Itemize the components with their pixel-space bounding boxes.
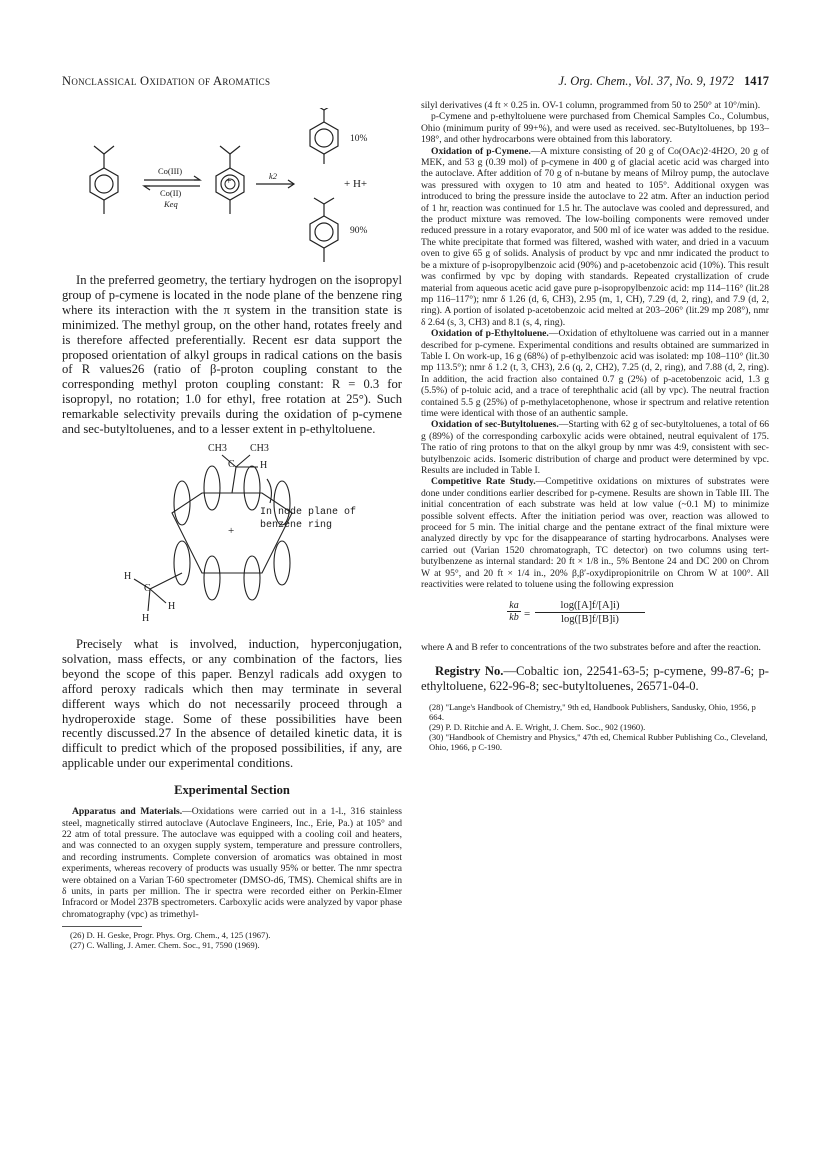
text-butyltoluenes: —Starting with 62 g of sec-butyltoluenes, a total of 66 g (89%) of the corresponding carboxylic acids were obtained, neutral equivalent of 175. The ratio of ring protons to that on the alkyl group by nmr was 4:9, consistent with sec-butylbenzoic acids. Isomeric distribution of charge and product were determined by vpc. Results are included in Table I. — [421, 419, 769, 476]
catalyst-co-iii: Co(III) — [158, 166, 183, 176]
log-denominator: log([B]f/[B]i) — [561, 614, 619, 626]
journal-citation — [558, 74, 769, 89]
percent-10: 10% — [350, 134, 368, 144]
fig-c-bottom: C — [144, 582, 151, 594]
paragraph-apparatus — [62, 806, 402, 920]
runin-butyltoluenes: Oxidation of sec-Butyltoluenes. — [431, 419, 559, 431]
k-numerator: ka — [509, 600, 519, 612]
paragraph-where: where A and B refer to concentrations of the two substrates before and after the reaction. — [421, 642, 761, 654]
reaction-scheme-drawing — [62, 108, 402, 273]
log-ratio — [535, 600, 645, 625]
footnote-29: (29) P. D. Ritchie and A. E. Wright, J. Chem. Soc., 902 (1960). — [429, 721, 646, 732]
runin-cymene: Oxidation of p-Cymene. — [431, 145, 531, 157]
footnote-27: (27) C. Walling, J. Amer. Chem. Soc., 91, 7590 (1969). — [70, 940, 260, 951]
orbital-figure-drawing — [62, 443, 402, 633]
benzene-ring-cymene — [90, 168, 118, 200]
paragraph-materials: p-Cymene and p-ethyltoluene were purchased from Chemical Samples Co., Columbus, Ohio (minimum purity of 99+%), and were used as received. sec-Butyltoluenes, bp 193–198°, and other hydrocarbons were obtained from this laboratory. — [421, 111, 769, 146]
k2-label: k2 — [269, 171, 278, 181]
running-title: Nonclassical Oxidation of Aromatics — [62, 74, 271, 88]
runin-competitive: Competitive Rate Study. — [431, 476, 536, 488]
fig-h-b: H — [168, 600, 176, 612]
right-column — [421, 100, 769, 752]
fig-h-top: H — [260, 459, 268, 471]
footnote-rule — [62, 926, 142, 927]
text-ethyltoluene: —Oxidation of ethyltoluene was carried out in a manner described for p-cymene. Experimental conditions and results obtained are summarized in Table I. On work-up, 16 g (68%) of p-ethylbenzoic acid was isolated: mp 108–110° (lit.30 mp 113.5°); nmr δ 1.2 (t, 3, CH3), 2.6 (q, 2, CH2), 7.25 (d, 2, ring), and 7.88 (d, 2, ring). In addition, the acid fraction also contained 0.7 g (2%) of p-acetobenzoic acid, 1.3 g (5.5%) of p-toluic acid, and a trace of terephthalic acid (all by vpc). The neutral fraction contained 5.5 g (25%) of p-methylacetophenone, whose ir spectrum and relative retention time were identical with those of an authentic sample. — [421, 328, 770, 419]
rate-equation — [421, 596, 769, 636]
benzene-ring-product-top — [310, 122, 338, 154]
fig-ch3-b: CH3 — [250, 442, 269, 454]
fig-ch3-a: CH3 — [208, 442, 227, 454]
footnote-26: (26) D. H. Geske, Progr. Phys. Org. Chem., 4, 125 (1967). — [70, 930, 271, 941]
paragraph-competitive-rate — [421, 476, 769, 590]
equals-sign: = — [524, 608, 531, 621]
runin-apparatus: Apparatus and Materials. — [72, 806, 183, 818]
registry-numbers — [421, 664, 769, 694]
reaction-scheme — [62, 108, 402, 273]
orbital-figure — [62, 443, 402, 633]
text-registry: —Cobaltic ion, 22541-63-5; p-cymene, 99-87-6; p-ethyltoluene, 622-96-8; sec-butyltoluenes, 26571-04-0. — [421, 663, 769, 693]
k-eq-label: Keq — [164, 199, 178, 209]
text-competitive: —Competitive oxidations on mixtures of substrates were done under conditions earlier described for p-cymene. Results are shown in Table III. The initial concentration of each substrate was held at low value (~0.1 M) to minimize possible solvent effects. After the initiation period was over, reaction was allowed to proceed for 5 min. The initial charge and the pentane extract of the final mixture were analyzed directly by vpc for the disappearance of starting hydrocarbons. Analyses were carried out (Varian 1520 chromatograph, TC detector) on two columns using tert-butylbenzene as internal standard: 20 ft × 1/8 in., 5% Bentone 24 and DC 200 on Chrom W at 95°, and 20 ft × 1/4 in., 20% β,β′-oxydipropionitrile on Chrom W at 100°. All reactivities were related to toluene using the following expression — [421, 476, 769, 591]
footnote-30: (30) "Handbook of Chemistry and Physics," 47th ed, Chemical Rubber Publishing Co., Cleveland, Ohio, 1966, p C-190. — [429, 731, 768, 752]
page-header — [62, 74, 769, 92]
left-column — [62, 100, 402, 950]
text-cymene: —A mixture consisting of 20 g of Co(OAc)2·4H2O, 20 g of MEK, and 53 g (0.39 mol) of p-cymene in 400 g of glacial acetic acid was charged into the autoclave. After addition of 70 g of n-butane by means of Milroy pump, the autoclave was pressured with oxygen to 10 atm and heated to 105°. Additional oxygen was introduced to bring the pressure inside the autoclave to 22 atm. After an induction period of 1 hr, reaction was continued for 1.5 hr. The autoclave was cooled and depressured, and the product mixture was removed. The low-boiling components were removed under reduced pressure in a rotary evaporator, and 500 ml of ice water was added to the residue. The white precipitate that formed was filtered, washed with water, and dried in a vacuum oven to give 65 g of solids. Analysis of product by vpc and nmr indicated the product to be a mixture of p-isopropylbenzoic acid (90%) and p-acetobenzoic acid (10%). This result was confirmed by vpc by doping with standards. Repeated crystallization of crude material from aqueous acetic acid gave pure p-isopropylbenzoic acid: mp 114–116° (lit.28 mp 116–117°); nmr δ 1.26 (d, 6, CH3), 2.95 (m, 1, CH), 7.29 (d, 2, ring), and 7.9 (d, 2, ring). A portion of isolated p-acetobenzoic acid melted at 203–206° (lit.29 mp 208°), nmr δ 2.64 (s, 3, CH3) and 8.1 (s, 4, ring). — [421, 145, 769, 328]
paragraph-oxidation-cymene — [421, 146, 769, 329]
percent-90: 90% — [350, 226, 368, 236]
log-numerator: log([A]f/[A]i) — [560, 600, 620, 612]
paragraph-preferred-geometry: In the preferred geometry, the tertiary hydrogen on the isopropyl group of p-cymene is located in the node plane of the benzene ring where its interaction with the π system in the transition state is minimized. The methyl group, on the other hand, rotates freely and is therefore affected preferentially. Recent esr data support the proposed orientation of alkyl groups in radical cations on the basis of R values26 (ratio of β-proton coupling constant to the corresponding methyl proton coupling constant: R = 0.3 for isopropyl, no rotation; 1.0 for ethyl, free rotation at 25°). Such remarkable selectivity prevails during the oxidation of p-cymene and sec-butyltoluenes, and to a lesser extent in p-ethyltoluene. — [62, 273, 402, 437]
text-apparatus: —Oxidations were carried out in a 1-l., 316 stainless steel, magnetically stirred autoclave (Autoclave Engineers, Inc., Erie, Pa.) at 105° and 22 atm of total pressure. The autoclave was equipped with a cooling coil and heaters, and was connected to an oxygen supply system, temperature and pressure controllers, and recording instruments. Complete conversion of aromatics was obtained in most experiments, whereas recovery of products was usually 95% or better. The nmr spectra were obtained on a Varian T-60 spectrometer (DMSO-d6, TMS). Chemical shifts are in δ units, in parts per million. The ir spectra were recorded either on Perkin-Elmer Infracord or Model 237B spectrometers. Carboxylic acids were analyzed by vapor phase chromatography (vpc) as trimethyl- — [62, 806, 402, 920]
catalyst-co-ii: Co(II) — [160, 188, 182, 198]
benzene-ring-product-bottom — [310, 216, 338, 248]
fig-h-c: H — [142, 612, 150, 624]
footnote-28: (28) "Lange's Handbook of Chemistry," 9th ed, Handbook Publishers, Sandusky, Ohio, 1956, p 664. — [429, 701, 756, 722]
paragraph-oxidation-butyltoluenes — [421, 419, 769, 476]
log-fraction-bar — [535, 612, 645, 613]
k-denominator: kb — [509, 612, 519, 624]
runin-registry: Registry No. — [435, 663, 504, 678]
journal-name: J. Org. Chem., Vol. 37, No. 9, 1972 — [558, 74, 734, 88]
paragraph-oxidation-ethyltoluene — [421, 328, 769, 419]
experimental-section-title: Experimental Section — [174, 783, 290, 798]
plus-h-label: + H+ — [344, 178, 368, 190]
paragraph-precisely: Precisely what is involved, induction, hyperconjugation, solvation, mass effects, or any combination of the factors, lies beyond the scope of this paper. Benzyl radicals add oxygen to afford peroxy radicals which then may terminate in several different ways which do not necessarily proceed through a hydroperoxide stage. Some of these possibilities have been recently discussed.27 In the absence of detailed kinetic data, it is difficult to predict which of the proposed possibilities, if any, are applicable under our experimental conditions. — [62, 636, 402, 771]
fig-c-top: C — [228, 458, 235, 470]
page-number: 1417 — [744, 74, 769, 88]
fig-plus: + — [228, 524, 235, 537]
cation-sign: + — [226, 176, 232, 187]
k-ratio — [507, 600, 521, 623]
paragraph-silyl: silyl derivatives (4 ft × 0.25 in. OV-1 column, programmed from 50 to 250° at 10°/min). — [421, 100, 761, 111]
runin-ethyltoluene: Oxidation of p-Ethyltoluene. — [431, 328, 549, 340]
fig-node-note-1: In node plane of — [260, 506, 357, 518]
fig-h-a: H — [124, 570, 132, 582]
fig-node-note-2: benzene ring — [260, 519, 333, 531]
